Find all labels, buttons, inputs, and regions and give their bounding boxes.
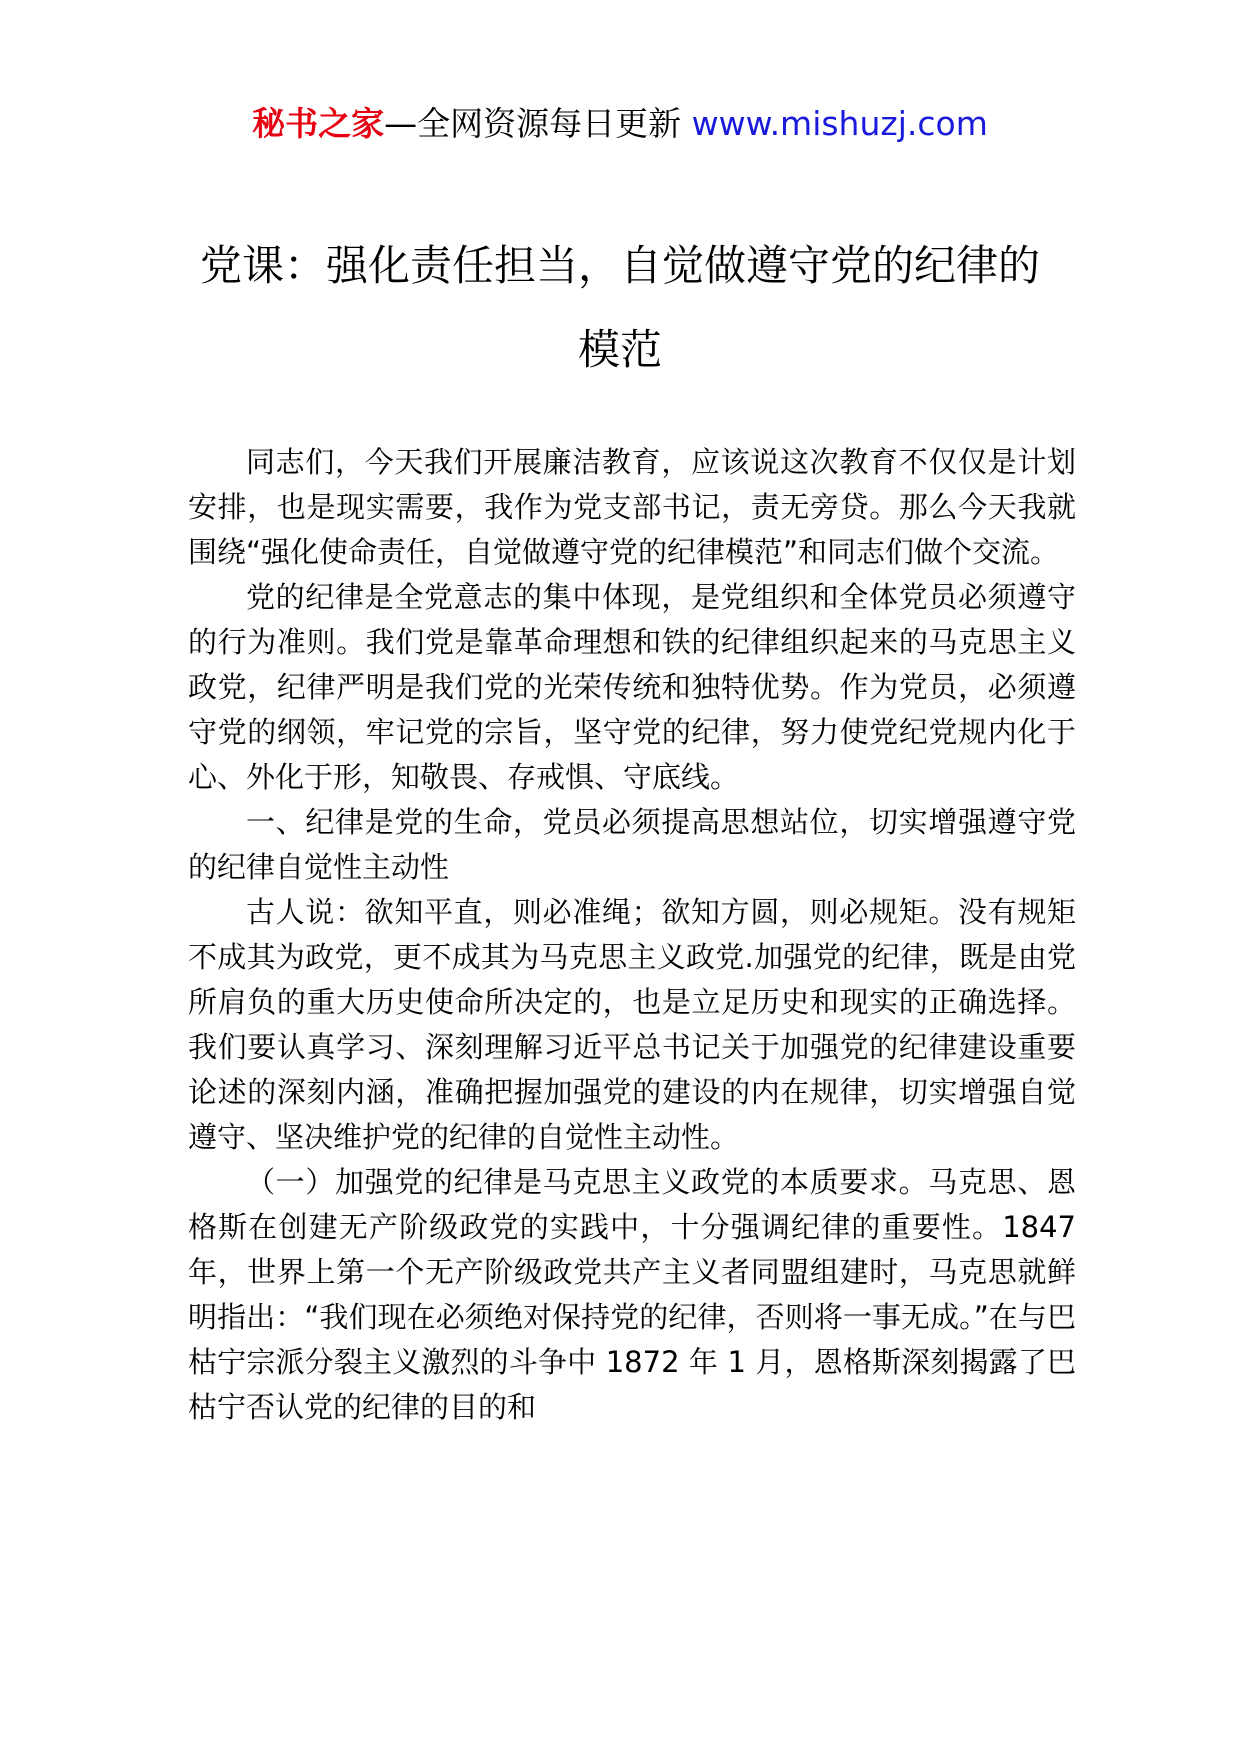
paragraph-ancient-saying: 古人说：欲知平直，则必准绳；欲知方圆，则必规矩。没有规矩不成其为政党，更不成其为马克思主义政党.加强党的纪律，既是由党所肩负的重大历史使命所决定的，也是立足历史和现实的正确选择。我们要认真学习、深刻理解习近平总书记关于加强党的纪律建设重要论述的深刻内涵，准确把握加强党的建设的内在规律，切实增强自觉遵守、坚决维护党的纪律的自觉性主动性。 [188, 895, 1076, 1154]
section-heading-1: 一、纪律是党的生命，党员必须提高思想站位，切实增强遵守党的纪律自觉性主动性 [188, 805, 1076, 884]
site-tagline: —全网资源每日更新 [384, 104, 692, 143]
site-url-link[interactable]: www.mishuzj.com [691, 104, 988, 143]
document-title: 党课：强化责任担当，自觉做遵守党的纪律的模范 [200, 241, 1041, 374]
paragraph-subsection-1: （一）加强党的纪律是马克思主义政党的本质要求。马克思、恩格斯在创建无产阶级政党的实践中，十分强调纪律的重要性。1847 年，世界上第一个无产阶级政党共产主义者同盟组建时，马克思就鲜明指出：“我们现在必须绝对保持党的纪律，否则将一事无成。”在与巴枯宁宗派分裂主义激烈的斗争中 1872 年 1 月，恩格斯深刻揭露了巴枯宁否认党的纪律的目的和 [188, 1165, 1076, 1424]
site-brand: 秘书之家 [252, 104, 385, 143]
paragraph-intro: 同志们，今天我们开展廉洁教育，应该说这次教育不仅仅是计划安排，也是现实需要，我作为党支部书记，责无旁贷。那么今天我就围绕“强化使命责任，自觉做遵守党的纪律模范”和同志们做个交流。 [188, 445, 1076, 569]
paragraph-discipline-definition: 党的纪律是全党意志的集中体现，是党组织和全体党员必须遵守的行为准则。我们党是靠革命理想和铁的纪律组织起来的马克思主义政党，纪律严明是我们党的光荣传统和独特优势。作为党员，必须遵守党的纲领，牢记党的宗旨，坚守党的纪律，努力使党纪党规内化于心、外化于形，知敬畏、存戒惧、守底线。 [188, 580, 1076, 794]
document-body [188, 440, 1076, 1430]
site-header [0, 96, 1240, 152]
